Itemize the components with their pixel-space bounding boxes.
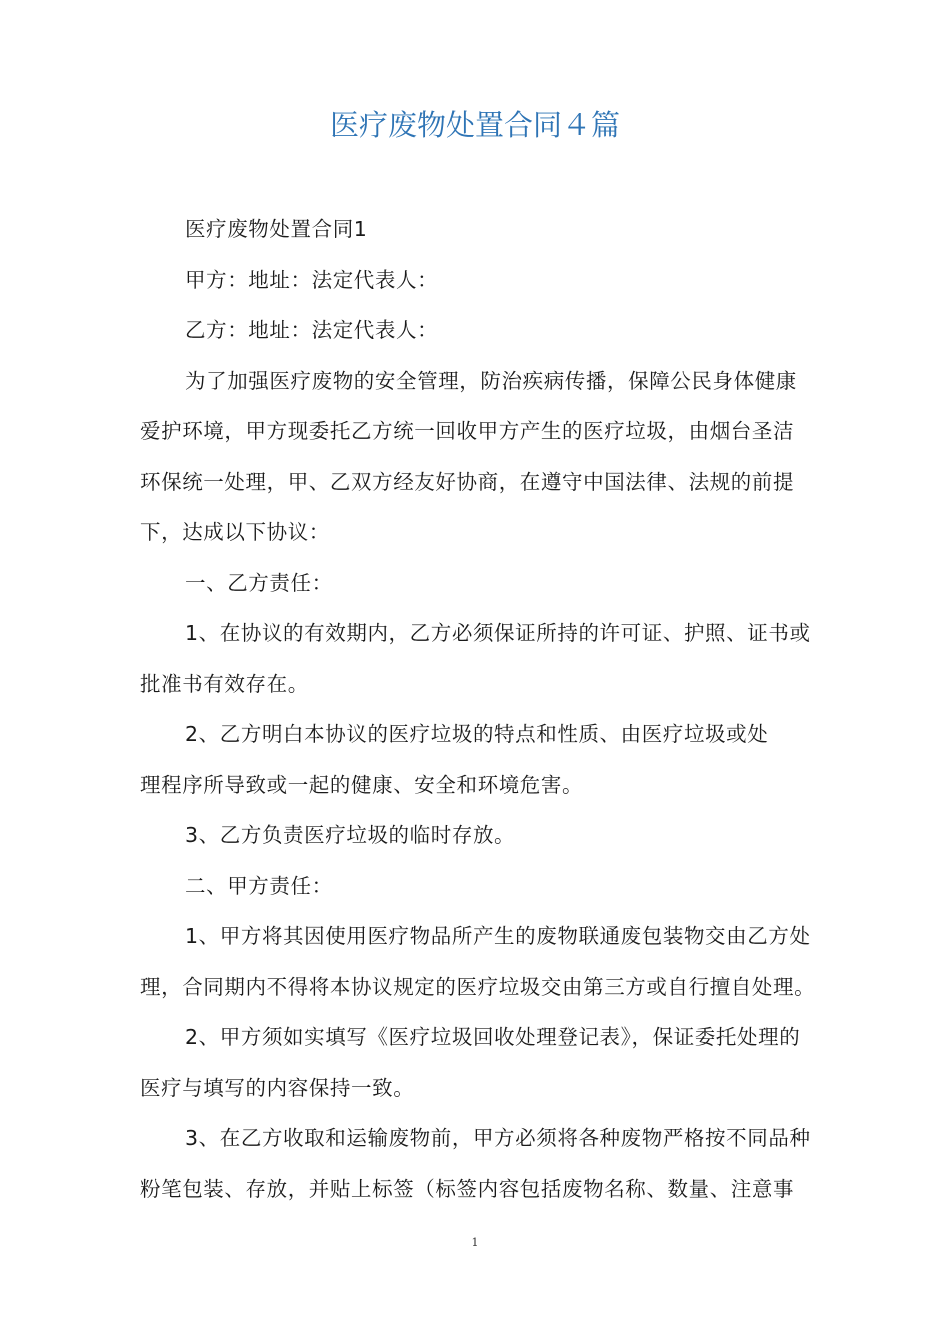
text-line: 批准书有效存在。 [140,671,309,696]
text-line: 理程序所导致或一起的健康、安全和环境危害。 [140,772,584,797]
text-line: 乙方：地址：法定代表人： [185,318,439,342]
paragraph-contract-number [140,204,820,255]
clause-b3 [140,810,820,861]
text-line: 下，达成以下协议： [140,520,330,544]
section-heading-party-a-duties [140,861,820,912]
text-line: 一、乙方责任： [185,570,333,595]
text-line: 1、在协议的有效期内，乙方必须保证所持的许可证、护照、证书或 [185,621,811,645]
text-line: 3、在乙方收取和运输废物前，甲方必须将各种废物严格按不同品种 [185,1126,811,1150]
text-line: 医疗与填写的内容保持一致。 [140,1075,415,1100]
text-line: 二、甲方责任： [185,873,333,898]
text-line: 粉笔包装、存放，并贴上标签（标签内容包括废物名称、数量、注意事 [140,1176,795,1201]
paragraph-party-b [140,305,820,356]
clause-a1 [140,911,820,1012]
page-number: 1 [471,1236,479,1249]
clause-a3 [140,1113,820,1214]
text-line: 医疗废物处置合同1 [185,217,368,241]
text-line: 环保统一处理，甲、乙双方经友好协商，在遵守中国法律、法规的前提 [140,469,795,494]
document-title: 医疗废物处置合同４篇 [329,108,620,142]
text-line: 3、乙方负责医疗垃圾的临时存放。 [185,823,516,847]
section-heading-party-b-duties [140,558,820,609]
text-line: 为了加强医疗废物的安全管理，防治疾病传播，保障公民身体健康 [185,368,797,393]
clause-a2 [140,1012,820,1113]
text-line: 2、甲方须如实填写《医疗垃圾回收处理登记表》，保证委托处理的 [185,1025,801,1049]
text-line: 甲方：地址：法定代表人： [185,267,439,292]
text-line: 爱护环境，甲方现委托乙方统一回收甲方产生的医疗垃圾，由烟台圣洁 [140,419,795,443]
paragraph-party-a [140,255,820,306]
document-body [140,204,820,1214]
text-line: 2、乙方明白本协议的医疗垃圾的特点和性质、由医疗垃圾或处 [185,722,769,746]
clause-b2 [140,709,820,810]
clause-b1 [140,608,820,709]
text-line: 1、甲方将其因使用医疗物品所产生的废物联通废包装物交由乙方处 [185,924,811,948]
text-line: 理，合同期内不得将本协议规定的医疗垃圾交由第三方或自行擅自处理。 [140,974,816,999]
paragraph-preamble [140,356,820,558]
